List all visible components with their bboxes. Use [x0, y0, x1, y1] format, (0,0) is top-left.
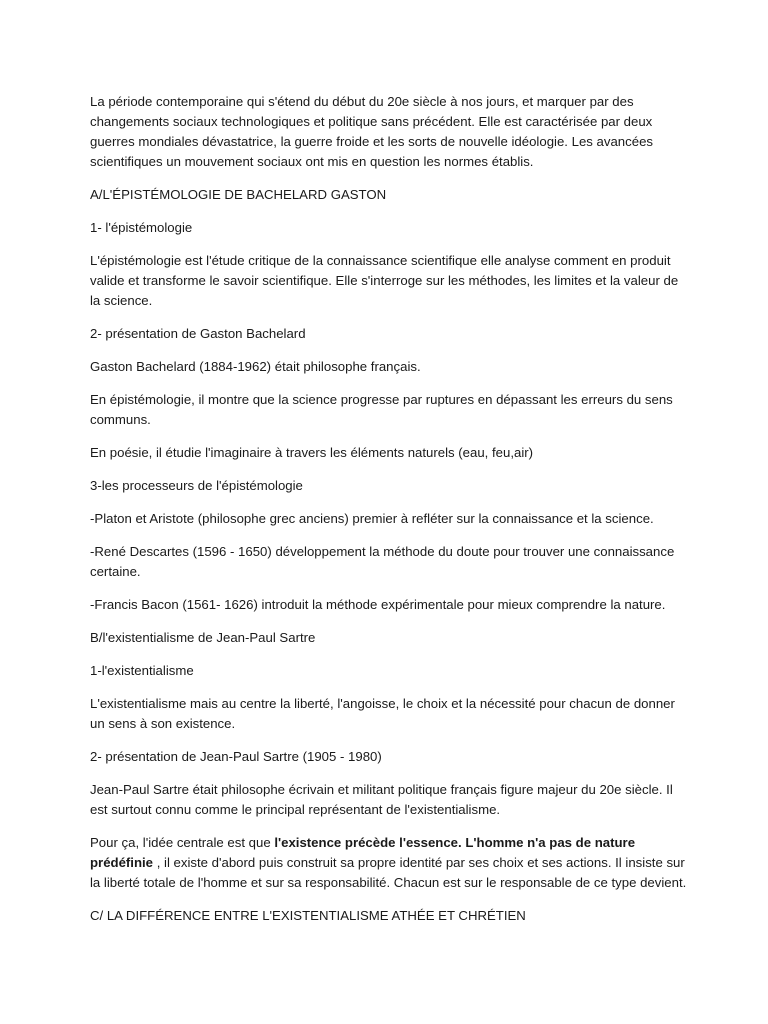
- b3-suffix-text: , il existe d'abord puis construit sa propre identité par ses choix et ses actions. Il insiste sur la liberté totale de l'homme et sur sa responsabilité. Chacun est sur le responsable de ce type devient.: [90, 855, 687, 890]
- section-b3-paragraph: [90, 833, 690, 893]
- section-a3-item-3: -Francis Bacon (1561- 1626) introduit la méthode expérimentale pour mieux comprendre la nature.: [90, 597, 666, 612]
- intro-paragraph: La période contemporaine qui s'étend du début du 20e siècle à nos jours, et marquer par des changements sociaux technologiques et politique sans précédent. Elle est caractérisée par deux guerres mondiales dévastatrice, la guerre froide et les sorts de nouvelle idéologie. Les avancées scientifiques un mouvement sociaux ont mis en question les normes établis.: [90, 94, 653, 169]
- section-c-heading: C/ LA DIFFÉRENCE ENTRE L'EXISTENTIALISME ATHÉE ET CHRÉTIEN: [90, 908, 526, 923]
- section-b1-heading: 1-l'existentialisme: [90, 663, 194, 678]
- section-a-heading: A/L'ÉPISTÉMOLOGIE DE BACHELARD GASTON: [90, 187, 387, 202]
- section-a3-item-1: -Platon et Aristote (philosophe grec anciens) premier à refléter sur la connaissance et la science.: [90, 511, 654, 526]
- document-page: [90, 92, 690, 939]
- section-a1-heading: 1- l'épistémologie: [90, 220, 193, 235]
- section-a3-heading: 3-les processeurs de l'épistémologie: [90, 478, 303, 493]
- section-a2-paragraph-3: En poésie, il étudie l'imaginaire à travers les éléments naturels (eau, feu,air): [90, 445, 534, 460]
- b3-bold-text: l'existence précède l'essence. L'homme n'a pas de nature prédéfinie: [90, 835, 636, 870]
- section-b1-paragraph: L'existentialisme mais au centre la liberté, l'angoisse, le choix et la nécessité pour chacun de donner un sens à son existence.: [90, 696, 675, 731]
- section-b2-heading: 2- présentation de Jean-Paul Sartre (1905 - 1980): [90, 749, 382, 764]
- b3-prefix-text: Pour ça, l'idée centrale est que: [90, 835, 275, 850]
- section-a2-paragraph-2: En épistémologie, il montre que la science progresse par ruptures en dépassant les erreurs du sens communs.: [90, 392, 673, 427]
- section-b-heading: B/l'existentialisme de Jean-Paul Sartre: [90, 630, 316, 645]
- section-b2-paragraph: Jean-Paul Sartre était philosophe écrivain et militant politique français figure majeur du 20e siècle. Il est surtout connu comme le principal représentant de l'existentialisme.: [90, 782, 673, 817]
- section-a3-item-2: -René Descartes (1596 - 1650) développement la méthode du doute pour trouver une connaissance certaine.: [90, 544, 675, 579]
- section-a2-heading: 2- présentation de Gaston Bachelard: [90, 326, 306, 341]
- section-a1-paragraph: L'épistémologie est l'étude critique de la connaissance scientifique elle analyse comment en produit valide et transforme le savoir scientifique. Elle s'interroge sur les méthodes, les limites et la valeur de la science.: [90, 253, 679, 308]
- section-a2-paragraph-1: Gaston Bachelard (1884-1962) était philosophe français.: [90, 359, 421, 374]
